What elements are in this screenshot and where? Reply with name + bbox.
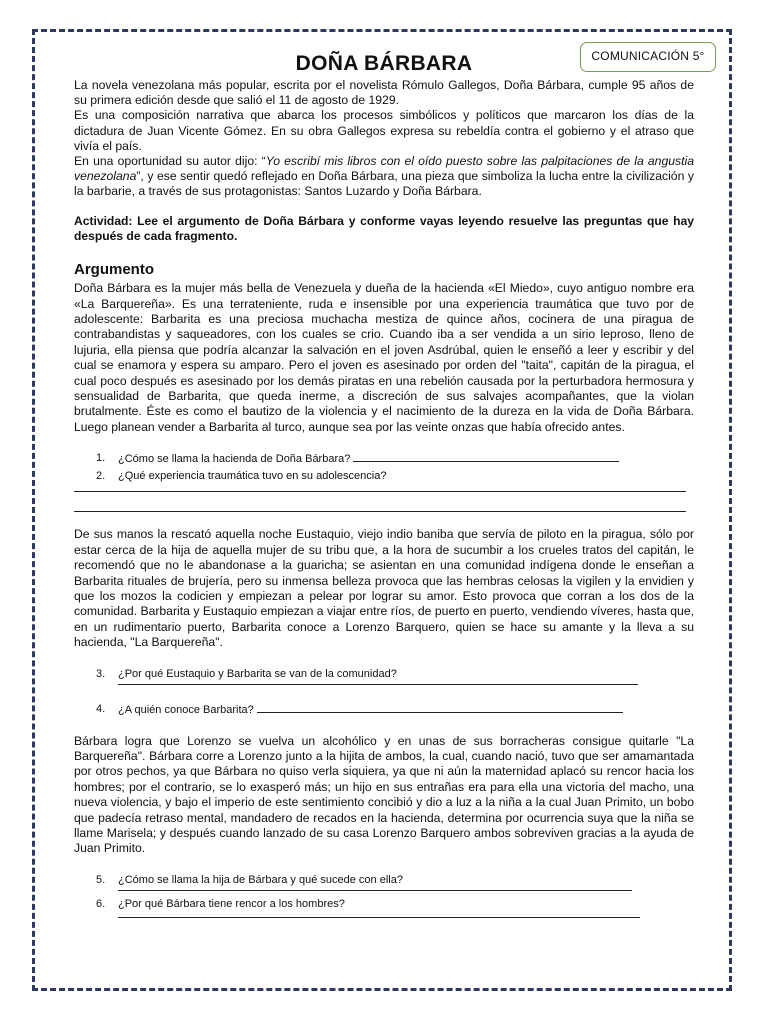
intro-paragraph-3: [74, 154, 694, 200]
question-3-number: 3.: [96, 667, 106, 680]
question-1-number: 1.: [96, 452, 106, 465]
question-5: [74, 873, 694, 887]
answer-line-6[interactable]: [118, 917, 640, 918]
question-6-text: ¿Por qué Bárbara tiene rencor a los hombres?: [118, 897, 345, 910]
answer-line-4[interactable]: [257, 702, 623, 713]
activity-instructions: Actividad: Lee el argumento de Doña Bárbara y conforme vayas leyendo resuelve las preguntas que hay después de cada fragmento.: [74, 213, 694, 243]
intro-paragraph-2: Es una composición narrativa que abarca los procesos simbólicos y políticos que marcaron los días de la dictadura de Juan Vicente Gómez. En su obra Gallegos expresa su rebeldía contra el gobierno y el atraso que vivía el país.: [74, 108, 694, 153]
question-1-text: ¿Cómo se llama la hacienda de Doña Bárbara?: [118, 453, 351, 466]
question-6-number: 6.: [96, 897, 106, 910]
question-2-text: ¿Qué experiencia traumática tuvo en su adolescencia?: [118, 470, 387, 483]
question-2-number: 2.: [96, 470, 106, 483]
question-1: [74, 451, 694, 466]
argument-section: [74, 281, 694, 435]
fragment-3-section: [74, 734, 694, 857]
author-quote: Yo escribí mis libros con el oído puesto sobre las palpitaciones de la angustia venezolana: [74, 154, 694, 184]
intro-section: [74, 78, 694, 200]
page-title: DOÑA BÁRBARA: [295, 52, 473, 75]
quote-rest: ”, y ese sentir quedó reflejado en Doña Bárbara, una pieza que simboliza la lucha entre la civilización y la barbarie, a través de sus protagonistas: Santos Luzardo y Doña Bárbara.: [74, 169, 694, 199]
question-6: [74, 897, 694, 911]
question-2: [74, 469, 694, 483]
question-4-text: ¿A quién conoce Barbarita?: [118, 703, 254, 716]
fragment-2: De sus manos la rescató aquella noche Eustaquio, viejo indio baniba que servía de piloto en la piragua, sólo por estar cerca de la hija de aquella mujer de su tribu que, a la hora de sucumbir a los crueles tratos del capitán, le recomendó que no le abandonase a la guarichа; se asientan en una comunidad indígena donde le enseñan a Barbarita rituales de brujería, pero su inmensa belleza provoca que las hembras celosas la vigilen y la envidien y que los mozos la codicien y empiezan a pelear por lograr su amor. Esto provoca que corran a los dos de la comunidad. Barbarita y Eustaquio empiezan a viajar entre ríos, de puerto en puerto, vendiendo víveres, hasta que, en un rudimentario puerto, Barbarita conoce a Lorenzo Barquero, quien se hace su amante y la lleva a su hacienda, "La Barquereña".: [74, 527, 694, 650]
question-5-text: ¿Cómo se llama la hija de Bárbara y qué sucede con ella?: [118, 873, 403, 886]
question-5-number: 5.: [96, 873, 106, 886]
fragment-1: Doña Bárbara es la mujer más bella de Venezuela y dueña de la hacienda «El Miedo», cuyo antiguo nombre era «La Barquereña». Es una terrateniente, ruda e insensible por una experiencia traumática que tuvo por de adolescente: Barbarita es una preciosa muchacha mestiza de quince años, cocinera de una piragua de contrabandistas y saqueadores, con los cuales se crio. Cuando iba a ser vendida a un sirio leproso, lleno de lujuria, ella piensa que podría alcanzar la salvación en el joven Asdrúbal, quien le enseñó a leer y escribir y del cual se enamora y espera su amparo. Pero el joven es asesinado por orden del "taita", capitán de la piragua, el cual poco después es asesinado por los demás piratas en una rebelión causada por la perturbadora hermosura y sensualidad de Barbarita, que queda inerme, a discreción de sus salvajes acompañantes, que la violan brutalmente. Éste es como el bautizo de la violencia y el nacimiento de la dureza en la vida de Doña Bárbara. Luego planean vender a Barbarita al turco, aunque sea por las veinte onzas que había ofrecido antes.: [74, 281, 694, 434]
argument-heading: Argumento: [74, 261, 154, 279]
question-4: [74, 702, 694, 717]
fragment-2-section: [74, 527, 694, 650]
fragment-3: Bárbara logra que Lorenzo se vuelva un alcohólico y en unas de sus borracheras consigue quitarle "La Barquereña". Bárbara corre a Lorenzo junto a la hijita de ambos, la cual, cuando nació, tuvo que ser amamantada por otros pechos, ya que Bárbara no quiso verla siquiera, ya que ni aún la maternidad aplacó su rencor hacia los hombres; por el contrario, se lo exasperó más; un hijo en sus entrañas era para ella una victoria del macho, una nueva violencia, y bajo el imperio de este sentimiento concibió y dio a luz a la niña a la cual Juan Primito, un bobo que padecía retraso mental, mandadero de recados en la hacienda, determina por ocurrencia suya que la niña se llame Marisela; y después cuando lanzado de su casa Lorenzo Barquero ambos sobreviven gracias a la ayuda de Juan Primito.: [74, 733, 694, 856]
subject-badge: COMUNICACIÓN 5°: [580, 42, 716, 72]
question-3: [74, 667, 694, 681]
question-4-number: 4.: [96, 702, 106, 715]
answer-line-1[interactable]: [353, 451, 619, 462]
question-3-text: ¿Por qué Eustaquio y Barbarita se van de la comunidad?: [118, 667, 397, 680]
intro-paragraph-1: La novela venezolana más popular, escrita por el novelista Rómulo Gallegos, Doña Bárbara, cumple 95 años de su primera edición desde que salió el 11 de agosto de 1929.: [74, 78, 694, 108]
worksheet-content: [74, 50, 694, 918]
quote-open: En una oportunidad su autor dijo: “: [74, 154, 266, 169]
